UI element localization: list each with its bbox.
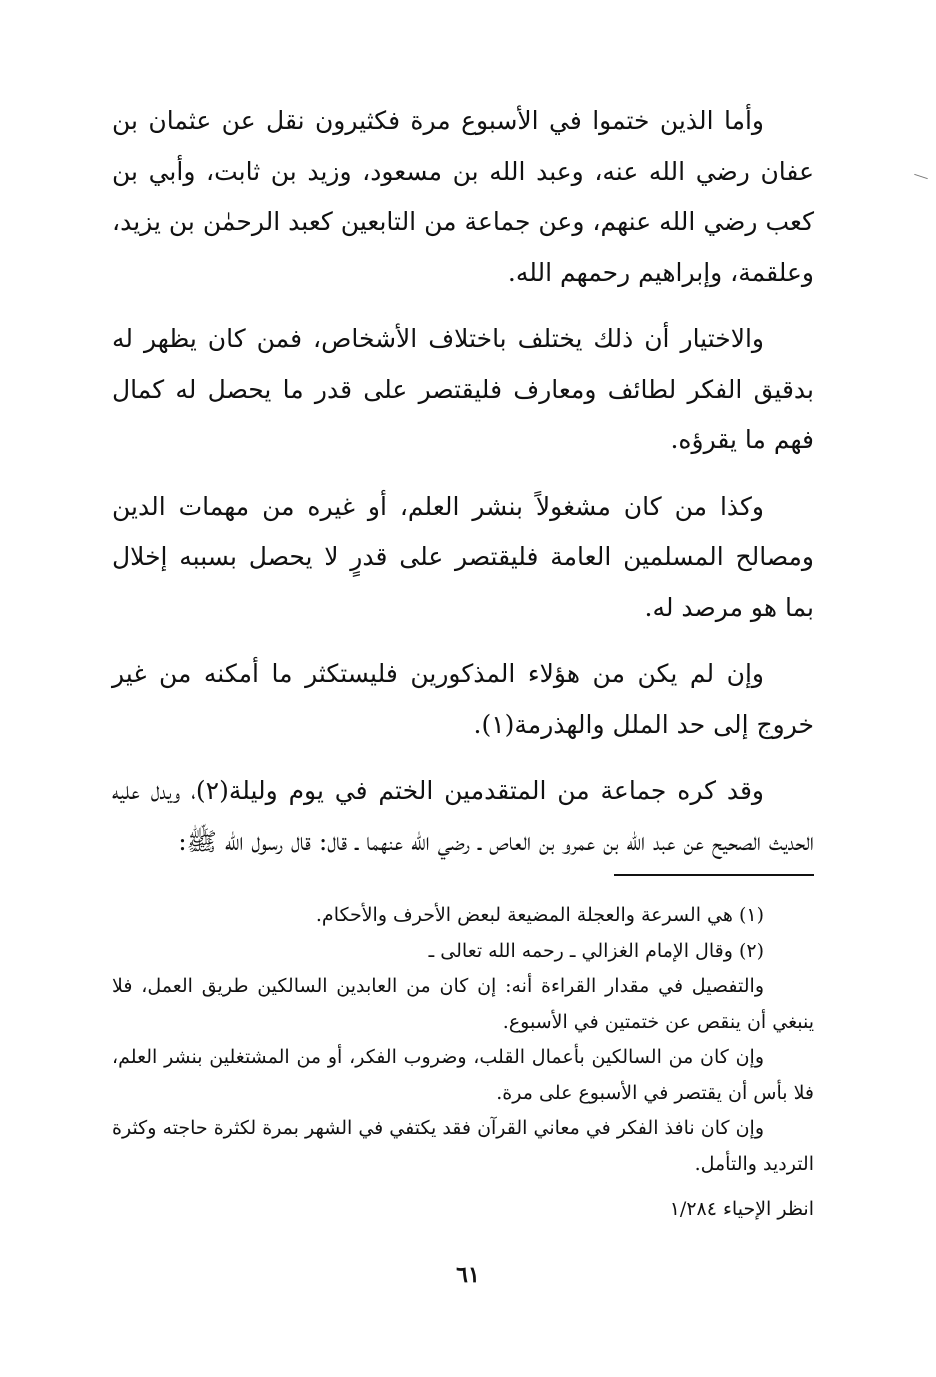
margin-pen-mark [914,174,928,179]
paragraph-preference: والاختيار أن ذلك يختلف باختلاف الأشخاص، فمن كان يظهر له بدقيق الفكر لطائف ومعارف فليقتصر على قدر ما يحصل له كمال فهم ما يقرؤه. [112,324,814,454]
page-number: ٦١ [456,1262,480,1288]
main-text [112,96,814,883]
footnote-reference: انظر الإحياء ١/٢٨٤ [669,1198,814,1220]
footnotes [112,898,814,1228]
footnote-2-detail-1: والتفصيل في مقدار القراءة أنه: إن كان من العابدين السالكين طريق العمل، فلا ينبغي أن ينقص عن ختمتين في الأسبوع. [112,975,814,1033]
paragraph-scholars: وكذا من كان مشغولاً بنشر العلم، أو غيره من مهمات الدين ومصالح المسلمين العامة فليقتصر على قدرٍ لا يحصل بسببه إخلال بما هو مرصد له. [112,491,814,622]
footnote-2-detail-3: وإن كان نافذ الفكر في معاني القرآن فقد يكتفي في الشهر بمرة لكثرة حاجته وكثرة الترديد والتأمل. [112,1117,814,1175]
paragraph-hadith-intro: وقد كره جماعة من المتقدمين الختم في يوم وليلة(٢)، ويدل عليه الحديث الصحيح عن عبد الله بن عمرو بن العاص ـ رضي الله عنهما ـ قال: قال رسول الله ﷺ: [112,776,814,856]
footnote-1: (١) هي السرعة والعجلة المضيعة لبعض الأحرف والأحكام. [315,904,764,926]
paragraph-weekly-completion: وأما الذين ختموا في الأسبوع مرة فكثيرون نقل عن عثمان بن عفان رضي الله عنه، وعبد الله بن مسعود، وزيد بن ثابت، وأبي بن كعب رضي الله عنهم، وعن جماعة من التابعين كعبد الرحمٰن بن يزيد، وعلقمة، وإبراهيم رحمهم الله. [112,106,814,287]
footnote-2-detail-2: وإن كان من السالكين بأعمال القلب، وضروب الفكر، أو من المشتغلين بنشر العلم، فلا بأس أن يقتصر في الأسبوع على مرة. [112,1046,814,1104]
paragraph-others: وإن لم يكن من هؤلاء المذكورين فليستكثر ما أمكنه من غير خروج إلى حد الملل والهذرمة(١). [112,659,814,739]
footnote-separator [614,874,814,876]
footnote-2: (٢) وقال الإمام الغزالي ـ رحمه الله تعالى ـ [428,939,764,962]
